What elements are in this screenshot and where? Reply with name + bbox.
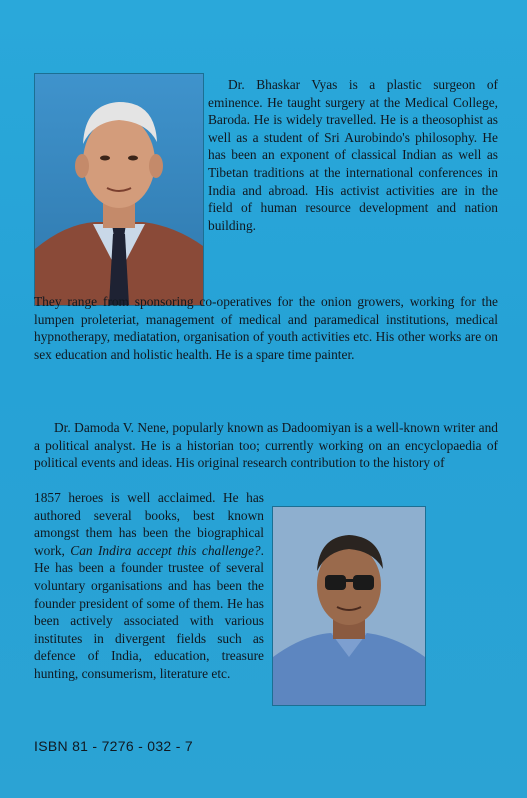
book-title: Can Indira accept this challenge? <box>70 542 261 558</box>
portrait-illustration-1 <box>35 74 203 305</box>
isbn-number: ISBN 81 - 7276 - 032 - 7 <box>34 738 193 754</box>
author-photo-bhaskar-vyas <box>34 73 204 306</box>
bio-bhaskar-vyas-continued <box>34 293 498 363</box>
portrait-illustration-2 <box>273 507 425 705</box>
bio-text: 1857 heroes is well acclaimed. He has authored several books, best known amongst them has been the biographical work, <box>34 490 264 558</box>
bio-text: Dr. Bhaskar Vyas is a plastic surgeon of eminence. He taught surgery at the Medical College, Baroda. He is widely travelled. He is a theosophist as well as a student of Sri Aurobindo's philosophy. He has been an exponent of classical Indian as well as Tibetan traditions at the international conferences in India and abroad. His activist activities are in the field of human resource development and nation building. <box>208 77 498 233</box>
bio-text: They range from sponsoring co-operatives for the onion growers, working for the lumpen proleteriat, management of medical and paramedical institutions, medical hypnotherapy, mediatation, organisation of youth activities etc. His other works are on sex education and holistic health. He is a spare time painter. <box>34 294 498 362</box>
author-photo-damoda-nene <box>272 506 426 706</box>
bio-damoda-nene-intro <box>34 419 498 472</box>
bio-paragraph <box>34 489 264 683</box>
bio-text: . He has been a founder trustee of several voluntary organisations and has been the founder president of some of them. He has been actively associated with various institutes in divergent fields such as defence of India, education, treasure hunting, consumerism, literature etc. <box>34 542 264 681</box>
bio-damoda-nene-continued <box>34 489 264 683</box>
bio-bhaskar-vyas-intro <box>208 76 498 234</box>
bio-text: Dr. Damoda V. Nene, popularly known as Dadoomiyan is a well-known writer and a political analyst. He is a historian too; currently working on an encyclopaedia of political events and ideas. His original research contribution to the history of <box>34 420 498 471</box>
